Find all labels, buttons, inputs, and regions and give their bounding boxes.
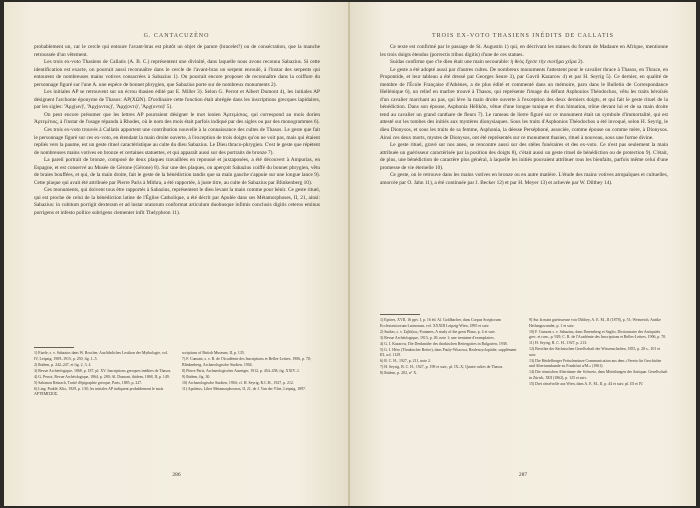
left-paragraph: On peut encore présumer que les lettres AP pourraient désigner le mot ionien Ἀρτεμίσιος, qui correspond au mois dorien Ἀρτεμίτιος, à l'instar de l'usage répandu à Rhodes, où le nom des mois était parfois indiqué par des sigles ou par des monogrammes 6).	[34, 111, 320, 126]
footnote: 8) Ibidem, p. 202, n° X.	[380, 371, 418, 375]
footnote: 9) Sur la main guérisseuse voir Dilthey, A. E. M., II (1878), p. 51; Weinreich, Antike Heilungswunder, p. 1 et suiv.	[529, 318, 661, 328]
right-page	[350, 2, 696, 506]
footnote: 3) Revue Archéologique, 1913, p. 49, note 1; une trentaine d'exemplaires.	[380, 335, 495, 340]
footnote: 5) Salomon Reinach, Traité d'épigraphie grecque, Paris, 1885, p. 227.	[34, 380, 143, 385]
left-footnotes	[34, 351, 320, 463]
left-paragraph: probablement un, car le cercle qui entoure l'avant-bras est plutôt un objet de parure (bracelet?) ou de consécration, que la manche retroussée d'un vêtement.	[34, 44, 320, 58]
footnote: 8) Pierre Paris, Archaeologischer Anzeiger, 1912, p. 454–458, fig. XXIV–I.	[182, 368, 300, 373]
footnote: 4) G. I. Kazarow, Die Denkmäler des thrakischen Reitergottes in Bulgarien, 1938.	[380, 341, 508, 346]
footnote: 9) Ibidem, fig. 30.	[182, 374, 211, 379]
left-paragraph: Les trois ex-voto Thasiens de Callatis (A. B. C.) représentent une divinité, dans laquelle nous avons reconnu Sabazius. Si cette identification est exacte, on pourrait aussi reconnaître dans le cercle de l'avant-bras un serpent enroulé, à l'instar des serpents qui entourent de nombreuses mains votives consacrées à Sabazius 1). On pourrait encore proposer de reconnaître dans la coiffure du personnage figuré sur l'une A. une espèce de bonnet phrygien, que Sabazius porte sur de nombreux monuments 2).	[34, 59, 320, 88]
footnote: 11) H. Seyrig, R. C. H., 1927, p. 213.	[529, 341, 588, 345]
footnote: 7) F. Cumont, s. v. R. de l'Académie des Inscriptions et Belles-Lettres, 1906, p. 70; Blinkenberg, Archaeologische Studien, 1904.	[182, 357, 311, 367]
right-body-text	[380, 44, 668, 187]
left-page-number: 286	[172, 472, 181, 478]
footnote: 10) F. Cumont s. v. Sabazius, dans Daremberg et Saglio, Dictionnaire des Antiquités grec. et rom., p. 929; C. R. de l'Académie des Inscriptions et Belles-Lettres, 1906, p. 70.	[529, 329, 667, 339]
footnote: 14) Die römischen Altertümer der Schweiz, dans Mitteilungen der Antiquar. Gesellschaft in Zürich, XIII (1862), p. 125 et suiv.	[529, 370, 668, 380]
left-body-text	[34, 44, 320, 218]
footnote: 15) Drei rätselvolle aus Wien, dans A. E. M., II, p. 44 et suiv. pl. III et IV.	[529, 381, 644, 386]
footnote: 3) Revue Archéologique, 1868, p. 187, pl. XV. Inscriptions grecques inédites de Thasos.	[34, 368, 172, 373]
left-paragraph: Ces trois ex-voto trouvés à Callatis apportent une contribution nouvelle à la connaissance des cultes de Thasos. Le geste que fait le personnage figuré sur ces ex-voto, en étendant la main droite ouverte, à l'exception de trois doigts qu'on ne voit pas, mais qui étaient repliés vers la paume, est un geste rituel caractéristique au culte du dieu Sabazius. Le Dieu thraco-phrygien. C'est le geste que répètent de nombreuses mains votives en bronze et certaines statuettes, et qui apparaît aussi sur des portraits de bronze 7).	[34, 127, 320, 156]
right-page-number: 287	[518, 472, 528, 478]
left-paragraph: Les initiales AP se retrouvent sur un écrou thasien édité par E. Miller 3). Selon G. Perrot et Albert Dumont 4), les initiales AP désignent l'archonte éponyme de Thasos: ΑΡ(ΧΩΝ). D'ordinaire cette fonction était abrégée dans les inscriptions grecques lapidaires, par les sigles: 'Ἀρχ(ων)', 'Ἀρχ(οντος)', 'Ἀρχ(οντι)', 'Ἀρχ(οντα)' 5).	[34, 89, 320, 111]
footnote: 4) G. Perrot, Revue Archéologique, 1864, p. 280; Al. Dumont, ibidem, 1868, II, p. 149.	[34, 374, 170, 379]
footnote-rule	[34, 347, 74, 348]
footnote: 10) Archaeologische Studien, 1904; cf. H. Seyrig, R.C.H., 1927, p. 212.	[182, 380, 294, 385]
footnote: 2) Ibidem, p. 242–247, et fig. 2, 3, 4.	[34, 362, 92, 367]
footnote: 1) Epitres, XVII, 16 ppv. I, p. 16 éd. Al. Goldbacher, dans Corpus Scriptorum Ecclesiasticorum Latinorum, vol. XXXIII Leipzig-Wien, 1895 et suiv.	[380, 318, 501, 328]
footnote: 2) Suidas, s. v. Σεβάζιος; Fontanes, A study of the great Plano, p. 4 et suiv.	[380, 329, 496, 334]
footnote: 6) Ling. Praklé, Klio, 1929, p. 130; les initiales AP indiquent probablement le mois ΑΡΤΕΜΙΣΙΟΣ.	[34, 386, 164, 396]
footnote-rule	[380, 314, 420, 315]
right-paragraph: Le geste rituel, gravé sur nos aneu, se rencontre aussi sur des stèles funéraires et des ex-voto. Ce n'est pas seulement la main attribuée un guérisseur caractérisée par la position des doigts 8), c'était aussi un geste rituel de bénédiction ou de protection 9). C'était, de plus, une bénédiction de caractère plus général, à laquelle les initiés pouvaient attribuer tous les bienfaits, parfois même celui d'une promesse de vie éternelle 10).	[380, 142, 668, 171]
right-paragraph: Ce texte est confirmé par le passage de St. Augustin 1) qui, en décrivant les statues du forum de Madaure en Afrique, mentionne les trois doigts étendus (porrectis tribus digitis) d'une de ces statues.	[380, 44, 668, 58]
footnote: 12) Berichte der Sächsischen Gesellschaft der Wissenschaften, 1855, p. 28 s., 101 et suiv.	[529, 347, 661, 357]
right-paragraph: Le geste a été adopté aussi par d'autres cultes. De nombreux monuments l'attestent pour le cavalier thrace à Thasos, en Thrace, en Propontide, et leur tableau a été dressé par Georges Seure 3), par Gavril Kazarow 4) et par H. Seyrig 5). Ce dernier, en qualité de membre de l'École Française d'Athènes, a de plus édité et commenté dans un mémoire, paru dans le Bulletin de Correspondance Hellénique 6), un relief en marbre trouvé à Thasos, qui représente l'image du défunt Asphonios Théodochos, vêtu les traits héroïsés d'un cavalier marchant au pas, qui lève la main droite ouverte à l'exception des deux derniers doigts, et qui fait le geste rituel de la bénédiction. Dans son épouse, Asphonia Hélikôn, vêtue d'une longue tunique et d'un himation, trône devant lui et de sa main droite tend au cavalier un grand canthare de fleurs 7). Le rameau de lierre figuré sur ce monument était un symbole d'immortalité, qui est attesté sur les tombes des initiés aux mystères dionysiaques. Sous les traits d'Asphonios Théodochos a été invoqué, selon H. Seyrig, le dieu Dionysos, et sous les traits de sa femme, Asphonia, la déesse Perséphoné, associée, comme épouse ou comme mère, à Dionysos. Ainsi ces deux morts, mystes de Dionysos, ont été représentés sur ce monument thasien, rituel à nouveau, sous une forme divine.	[380, 66, 668, 141]
left-paragraph: La pareil portrait de bronze, composé de deux plaques travaillées en repoussé et juxtaposées, a été découvert à Ampurias, en Espagne, et est conservé au Musée de Gérone (Gérone) 8). Sur une des plaques, on aperçoit Sabazius coiffé du bonnet phrygien, vêtu de braies bouffées, et qui, de la main droite, fait le geste de la bénédiction tandis que sa main gauche s'appuie sur une longue lance 9). Cette plaque qui avait été attribuée par Pierre Paris à Mithra, a été rapportée, à juste titre, au culte de Sabazius par Blinkenberg 10).	[34, 157, 320, 186]
left-running-head: G. CANTACUZÈNO	[143, 33, 210, 39]
right-paragraph: Ce geste, on le retrouve dans les mains votives en bronze ou en autre matière. L'étude des mains votives atropaïques et cultuelles, amorcée par O. Jahn 11), a été continuée par J. Becker 12) et par H. Meyer 13) et achevée par W. Dilthey 14).	[380, 172, 668, 186]
right-paragraph: Suidas confirme que c'le dieu était une main secourable: ἡ θεὸς ἔχεσε τὴν σωτῆρα χεῖρα 2).	[390, 59, 584, 66]
footnote: 6) R. C. H., 1927, p. 211, note 2.	[380, 359, 431, 363]
right-running-head: TROIS EX-VOTO THASIENS INÉDITS DE CALLATIS	[432, 33, 614, 39]
right-footnotes	[380, 318, 668, 463]
footnote: 1) Eisele, s. v. Sabazios dans W. Roscher, Ausführliches Lexikon der Mythologie, vol. IV, Leipzig, 1909–1915, p. 250, fig. 1–5.	[34, 351, 168, 361]
book-spread	[4, 2, 696, 506]
footnote: 7) H. Seyrig, B. C. H., 1927, p. 198 et suiv., pl. IX–X; Quatre cultes de Thasos.	[380, 365, 504, 369]
footnote: 11) Apuleius, Liber Metamorphoseon, II, 21, de J. Van der Vliet, Leipzig, 1897.	[182, 386, 306, 391]
left-paragraph: Ces monuments, qui doivent tous être rapportés à Sabazius, représentent le dieu levant la main comme pour bénir. Ce geste rituel, qui est proche de celui de la bénédiction latine de l'Église Catholique, a été décrit par Apulée dans ses Métamorphoses, II, 21, ainsi: Sabazius: in cubitum porrigit dexteram et ad instar oratorum conformat articulum duobusque infimis conclusis digitis ceteros eminus porrigens et infesto pollice subrigens clementer infit Thelyphron 11).	[34, 187, 320, 217]
footnote: 5) G. I. Héro (Thrakischer Reiter), dans Pauly-Wissowa, Realencyclopädie, supplément III, col. 1129.	[380, 347, 517, 357]
footnote: 13) Die Heidelberger Fetischmünze Communication aus dem «Verein für Geschichte und Altertumskunde zu Frankfurt a/M.» (1861).	[529, 358, 662, 368]
left-page	[4, 2, 349, 506]
footnote: scriptions of British Museum, II, p. 135.	[182, 351, 245, 355]
